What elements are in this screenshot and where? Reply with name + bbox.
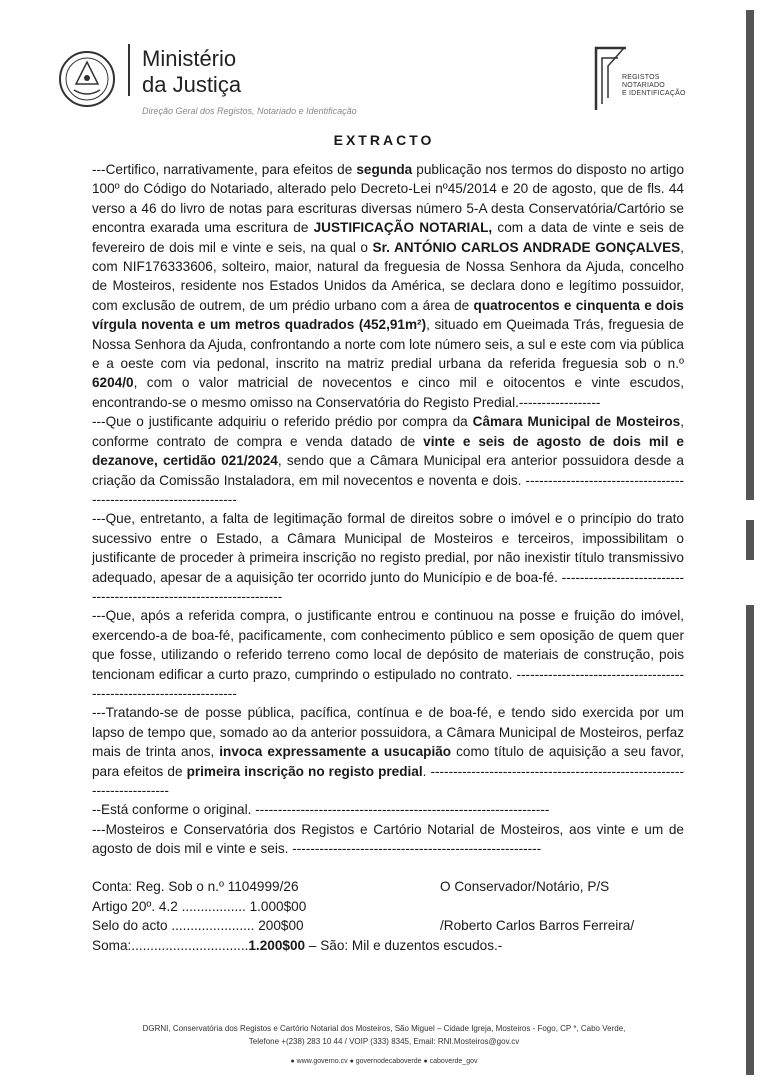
footer-address (0, 1022, 768, 1048)
paragraph-segment: segunda (356, 162, 413, 177)
fee-row-selo (92, 916, 684, 936)
artigo-fee: Artigo 20º. 4.2 ................. 1.000$00 (92, 898, 307, 914)
cabo-verde-seal-icon (58, 50, 116, 108)
paragraph-segment: ---Mosteiros e Conservatória dos Registos e Cartório Notarial de Mosteiros, aos vinte e um de agosto de dois mil e vinte e seis. ------------------------------------------------------- (92, 821, 684, 857)
paragraph-segment: . ------------------------------------------------------------------------- (92, 763, 684, 798)
signature-name: /Roberto Carlos Barros Ferreira/ (440, 918, 635, 933)
fees-block (92, 877, 684, 955)
paragraph-segment: ---Tratando-se de posse pública, pacífica, contínua e de boa-fé, e tendo sido exercida por um lapso de tempo que, somado ao da anterior possuidora, a Câmara Municipal de Mosteiros, perfaz mais de trinta anos, (92, 705, 684, 760)
scan-edge-bar-mid (746, 520, 754, 560)
paragraph-segment: ---Que, após a referida compra, o justificante entrou e continuou na posse e fruição do imóvel, exercendo-a de boa-fé, pacificamente, com conhecimento público e sem oposição de quem quer que fosse, utilizando o referido terreno como local de depósito de materiais de construção, pois tencionam edificar a curto prazo, cumprindo o estipulado no contrato. --------------------------------------------------------------------- (92, 608, 684, 701)
rni-logo-text (622, 74, 686, 98)
rni-line-2: NOTARIADO (622, 82, 665, 89)
soma-total (92, 936, 502, 956)
footer-social-links: ● www.governo.cv ● governodecaboverde ● caboverde_gov (290, 1058, 478, 1065)
document-title: EXTRACTO (333, 132, 435, 148)
paragraph-segment: Câmara Municipal de Mosteiros (472, 414, 681, 430)
paragraph-segment: como título de aquisição a seu favor, para efeitos de (92, 744, 685, 779)
paragraph-segment: , conforme contrato de compra e venda datado de (92, 414, 684, 449)
scan-edge-bar-top (746, 10, 754, 500)
ministry-name (142, 46, 241, 98)
paragraph-7 (92, 820, 684, 859)
paragraph-1 (92, 160, 684, 412)
paragraph-4 (92, 606, 684, 703)
paragraph-segment: publicação nos termos do disposto no artigo 100º do Código do Notariado, alterado pelo Decreto-Lei nº45/2014 e 20 de agosto, que de fls. 44 verso a 46 do livro de notas para escrituras diversas número 5-A desta Conservatória/Cartório se encontra exarada uma escritura de (92, 162, 684, 236)
scan-edge-bar-bottom (746, 605, 754, 1075)
directorate-name: Direção Geral dos Registos, Notariado e Identificação (142, 106, 357, 116)
soma-label: Soma:............................... (92, 937, 249, 953)
paragraph-3 (92, 509, 684, 606)
fee-row-artigo (92, 897, 684, 917)
paragraph-segment: , sendo que a Câmara Municipal era anterior possuidora desde a criação da Comissão Instaladora, em mil novecentos e noventa e dois. ------------------------------------------------------------------- (92, 453, 684, 507)
paragraph-segment: vinte e seis de agosto de dois mil e dezanove, certidão 021/2024 (92, 433, 684, 469)
paragraph-segment: com a data de vinte e seis de fevereiro de dois mil e vinte e seis, na qual o (92, 220, 684, 255)
conta-reference: Conta: Reg. Sob o n.º 1104999/26 (92, 879, 299, 894)
footer-line-2: Telefone +(238) 283 10 44 / VOIP (333) 8345, Email: RNI.Mosteiros@gov.cv (248, 1037, 520, 1046)
paragraph-segment: --Está conforme o original. ----------------------------------------------------------------- (92, 802, 550, 818)
ministry-line-1: Ministério (142, 46, 237, 71)
paragraph-segment: quatrocentos e cinquenta e dois vírgula noventa e um metros quadrados (452,91m²) (92, 297, 684, 333)
paragraph-segment: 6204/0 (92, 375, 134, 391)
rni-line-1: REGISTOS (622, 74, 660, 81)
fee-row-conta (92, 877, 684, 897)
paragraph-segment: , com o valor matricial de novecentos e cinco mil e oitocentos e vinte escudos, encontrando-se o mesmo omisso na Conservatória do Registo Predial.------------------ (92, 375, 684, 410)
paragraph-5 (92, 703, 684, 800)
soma-words: – São: Mil e duzentos escudos.- (305, 937, 503, 953)
selo-fee: Selo do acto ...................... 200$00 (92, 918, 304, 933)
rni-line-3: E IDENTIFICAÇÃO (622, 90, 686, 97)
paragraph-segment: Sr. ANTÓNIO CARLOS ANDRADE GONÇALVES (372, 239, 681, 255)
paragraph-segment: ---Que o justificante adquiriu o referido prédio por compra da (92, 414, 473, 430)
ministry-line-2: da Justiça (142, 72, 242, 97)
fee-row-soma (92, 936, 684, 956)
paragraph-segment: , com NIF176333606, solteiro, maior, natural da freguesia de Nossa Senhora da Ajuda, concelho de Mosteiros, residente nos Estados Unidos da América, se declara dono e legítimo possuidor, com exclusão de outrem, de um prédio urbano com a área de (92, 239, 684, 313)
paragraph-segment: primeira inscrição no registo predial (186, 763, 423, 779)
paragraph-segment: JUSTIFICAÇÃO NOTARIAL, (313, 220, 493, 236)
extract-body (92, 160, 684, 859)
paragraph-segment: invoca expressamente a usucapião (219, 744, 452, 760)
letterhead (58, 44, 698, 124)
paragraph-6 (92, 800, 684, 819)
paragraph-2 (92, 412, 684, 509)
paragraph-segment: ---Que, entretanto, a falta de legitimação formal de direitos sobre o imóvel e o princípio do trato sucessivo entre o Estado, a Câmara Municipal de Mosteiros e terceiros, impossibilitam o justificante de proceder à primeira inscrição no registo predial, por não inexistir título transmissivo adequado, apesar de a aquisição ter ocorrido junto do Município e de boa-fé. --------------------------------------------------------------------- (92, 511, 684, 604)
header-divider (128, 44, 130, 96)
conservador-title: O Conservador/Notário, P/S (440, 879, 610, 894)
paragraph-segment: , situado em Queimada Trás, freguesia de Nossa Senhora da Ajuda, confrontando a norte com lote número seis, a sul e este com via pública e a oeste com via pedonal, inscrito na matriz predial urbana da referida freguesia sob o n.º (92, 317, 684, 372)
paragraph-segment: ---Certifico, narrativamente, para efeitos de (92, 162, 357, 177)
footer-line-1: DGRNI, Conservatória dos Registos e Cartório Notarial dos Mosteiros, São Miguel – Cidade Igreja, Mosteiros - Fogo, CP *, Cabo Verde, (142, 1024, 626, 1033)
soma-value: 1.200$00 (248, 937, 306, 953)
